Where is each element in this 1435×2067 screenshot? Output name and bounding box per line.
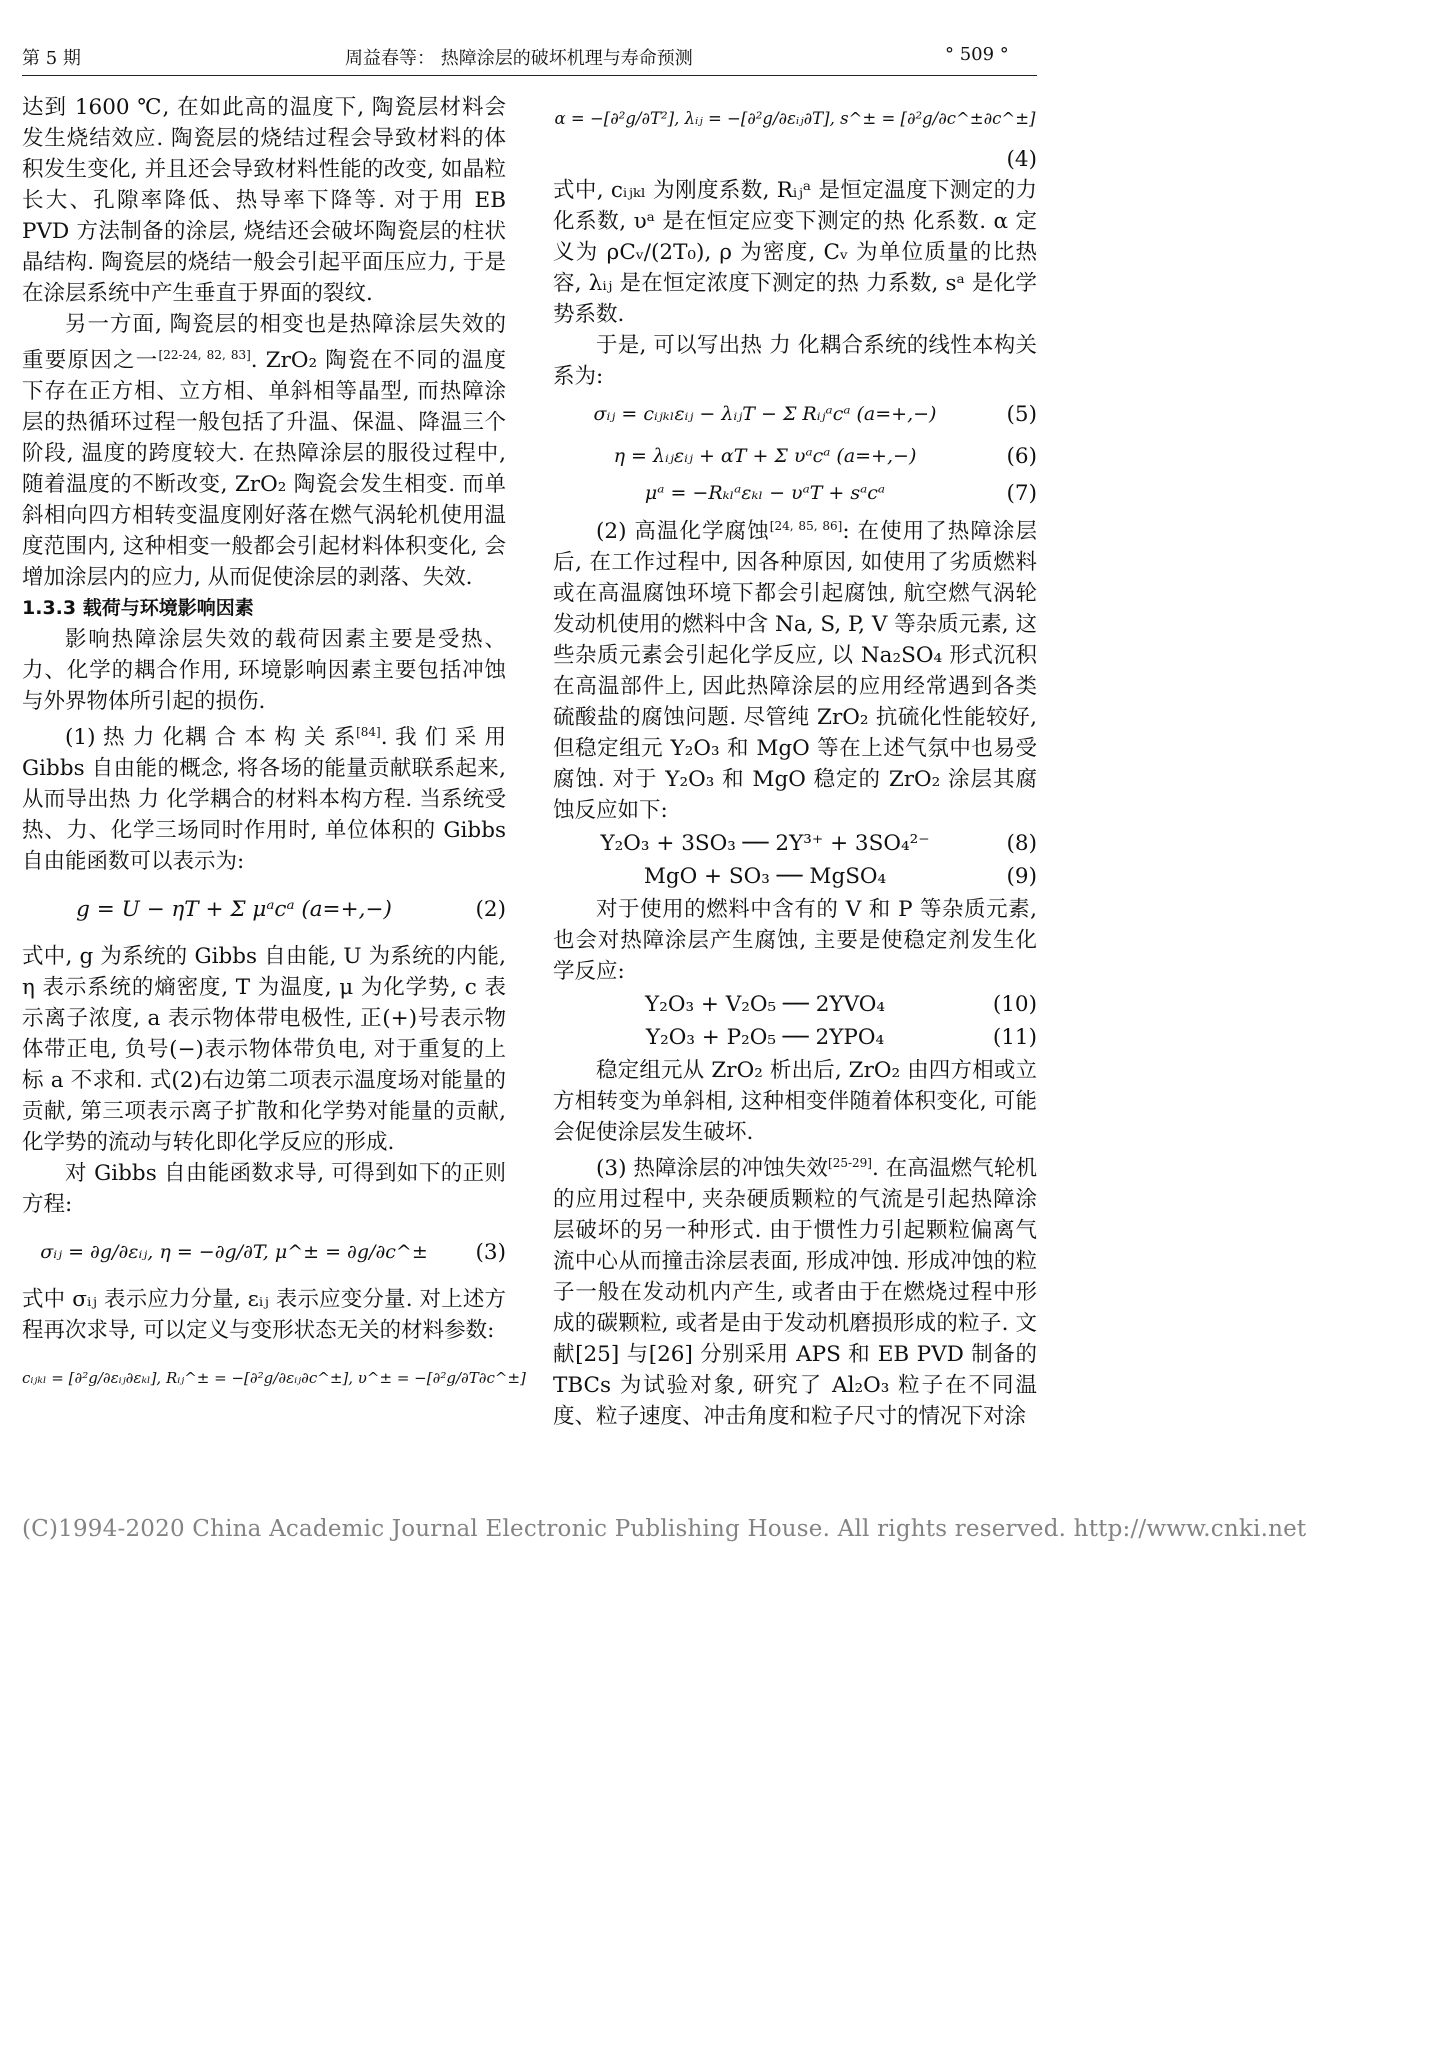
equation-4a: cᵢⱼₖₗ = [∂²g/∂εᵢⱼ∂εₖₗ], Rᵢⱼ^± = −[∂²g/∂εᵢⱼ∂c^±], υ^± = −[∂²g/∂T∂c^±] — [22, 1368, 526, 1387]
paragraph: 式中, g 为系统的 Gibbs 自由能, U 为系统的内能, η 表示系统的熵密度, T 为温度, μ 为化学势, c 表示离子浓度, a 表示物体带电极性, 正(+)号表示物体带正电, 负号(−)表示物体带负电, 对于重复的上标 a 不求和. 式(2)右边第二项表示温度场对能量的贡献, 第三项表示离子扩散和化学势对能量的贡献, 化学势的流动与转化即化学反应的形成. — [22, 944, 506, 1156]
citation: [24, 85, 86] — [769, 519, 843, 533]
paragraph: 达到 1600 ℃, 在如此高的温度下, 陶瓷层材料会发生烧结效应. 陶瓷层的烧结过程会导致材料的体积发生变化, 并且还会导致材料性能的改变, 如晶粒长大、孔隙率降低、热导率下降等. 对于用 EB PVD 方法制备的涂层, 烧结还会破坏陶瓷层的柱状晶结构. 陶瓷层的烧结一般会引起平面压应力, 于是在涂层系统中产生垂直于界面的裂纹. — [22, 95, 506, 306]
paragraph: (3) 热障涂层的冲蚀失效[25-29]. 在高温燃气轮机的应用过程中, 夹杂硬质颗粒的气流是引起热障涂层破坏的另一种形式. 由于惯性力引起颗粒偏离气流中心从而撞击涂层表面, 形成冲蚀. 形成冲蚀的粒子一般在发动机内产生, 或者由于在燃烧过程中形成的碳颗粒, 或者是由于发动机磨损形成的粒子. 文献[25] 与[26] 分别采用 APS 和 EB PVD 制备的 TBCs 为试验对象, 研究了 Al₂O₃ 粒子在不同温度、粒子速度、冲击角度和粒子尺寸的情况下对涂 — [553, 1156, 1038, 1430]
paragraph: 影响热障涂层失效的载荷因素主要是受热、力、化学的耦合作用, 环境影响因素主要包括冲蚀与外界物体所引起的损伤. — [22, 627, 506, 715]
equation-4-number: (4) — [1006, 147, 1037, 172]
citation: [22-24, 82, 83] — [158, 348, 251, 362]
paragraph: 于是, 可以写出热 力 化耦合系统的线性本构关系为: — [553, 333, 1037, 389]
issue-label: 第 5 期 — [22, 48, 81, 69]
paragraph: (2) 高温化学腐蚀[24, 85, 86]: 在使用了热障涂层后, 在工作过程中, 因各种原因, 如使用了劣质燃料或在高温腐蚀环境下都会引起腐蚀, 航空燃气涡轮发动机使用的燃料中含 Na, S, P, V 等杂质元素, 这些杂质元素会引起化学反应, 以 Na₂SO₄ 形式沉积在高温部件上, 因此热障涂层的应用经常遇到各类硫酸盐的腐蚀问题. 尽管纯 ZrO₂ 抗硫化性能较好, 但稳定组元 Y₂O₃ 和 MgO 等在上述气氛中也易受腐蚀. 对于 Y₂O₃ 和 MgO 稳定的 ZrO₂ 涂层其腐蚀反应如下: — [553, 519, 1037, 824]
header-rule — [22, 75, 1037, 76]
equation-6: η = λᵢⱼεᵢⱼ + αT + Σ υᵃcᵃ (a=+,−) (6) — [613, 443, 1037, 469]
equation-9: MgO + SO₃ ── MgSO₄ (9) — [643, 864, 1037, 890]
equation-11: Y₂O₃ + P₂O₅ ── 2YPO₄ (11) — [645, 1025, 1037, 1051]
equation-4b: α = −[∂²g/∂T²], λᵢⱼ = −[∂²g/∂εᵢⱼ∂T], s^± = [∂²g/∂c^±∂c^±] — [554, 108, 1036, 128]
paragraph: 式中 σᵢⱼ 表示应力分量, εᵢⱼ 表示应变分量. 对上述方程再次求导, 可以定义与变形状态无关的材料参数: — [22, 1287, 506, 1344]
equation-2: g = U − ηT + Σ μᵃcᵃ (a=+,−) (2) — [76, 896, 506, 922]
section-heading: 1.3.3 载荷与环境影响因素 — [22, 597, 254, 620]
equation-10: Y₂O₃ + V₂O₅ ── 2YVO₄ (10) — [645, 992, 1037, 1018]
equation-5: σᵢⱼ = cᵢⱼₖₗεᵢⱼ − λᵢⱼT − Σ Rᵢⱼᵃcᵃ (a=+,−) (5) — [593, 401, 1037, 427]
right-column — [553, 92, 1037, 1432]
paragraph: 另一方面, 陶瓷层的相变也是热障涂层失效的重要原因之一[22-24, 82, 83]. ZrO₂ 陶瓷在不同的温度下存在正方相、立方相、单斜相等晶型, 而热障涂层的热循环过程一般包括了升温、保温、降温三个阶段, 温度的跨度较大. 在热障涂层的服役过程中, 随着温度的不断改变, ZrO₂ 陶瓷会发生相变. 而单斜相向四方相转变温度刚好落在燃气涡轮机使用温度范围内, 这种相变一般都会引起材料体积变化, 会增加涂层内的应力, 从而促使涂层的剥落、失效. — [22, 312, 506, 591]
copyright-footer: (C)1994-2020 China Academic Journal Electronic Publishing House. All rights reserved. http://www.cnki.net — [22, 1516, 1307, 1542]
equation-8: Y₂O₃ + 3SO₃ ── 2Y³⁺ + 3SO₄²⁻ (8) — [600, 831, 1037, 857]
paragraph: 式中, cᵢⱼₖₗ 为刚度系数, Rᵢⱼᵃ 是恒定温度下测定的力 化系数, υᵃ 是在恒定应变下测定的热 化系数. α 定义为 ρCᵥ/(2T₀), ρ 为密度, Cᵥ 为单位质量的比热容, λᵢⱼ 是在恒定浓度下测定的热 力系数, sᵃ 是化学势系数. — [553, 178, 1037, 327]
equation-3: σᵢⱼ = ∂g/∂εᵢⱼ, η = −∂g/∂T, μ^± = ∂g/∂c^± (3) — [40, 1239, 506, 1265]
citation: [25-29] — [828, 1156, 872, 1171]
paragraph: 对于使用的燃料中含有的 V 和 P 等杂质元素, 也会对热障涂层产生腐蚀, 主要是使稳定剂发生化学反应: — [553, 897, 1037, 985]
equation-7: μᵃ = −Rₖₗᵃεₖₗ − υᵃT + sᵃcᵃ (7) — [644, 481, 1037, 506]
citation: [84] — [356, 725, 381, 740]
page-number: ° 509 ° — [945, 44, 1009, 65]
left-column — [22, 92, 526, 1410]
paragraph: 对 Gibbs 自由能函数求导, 可得到如下的正则方程: — [22, 1161, 506, 1218]
paragraph: 稳定组元从 ZrO₂ 析出后, ZrO₂ 由四方相或立方相转变为单斜相, 这种相变伴随着体积变化, 可能会促使涂层发生破坏. — [553, 1058, 1037, 1146]
running-title: 周益春等： 热障涂层的破坏机理与寿命预测 — [345, 48, 693, 69]
paragraph: (1) 热 力 化耦 合 本 构 关 系[84]. 我 们 采 用 Gibbs 自由能的概念, 将各场的能量贡献联系起来, 从而导出热 力 化学耦合的材料本构方程. 当系统受热、力、化学三场同时作用时, 单位体积的 Gibbs 自由能函数可以表示为: — [22, 725, 506, 875]
